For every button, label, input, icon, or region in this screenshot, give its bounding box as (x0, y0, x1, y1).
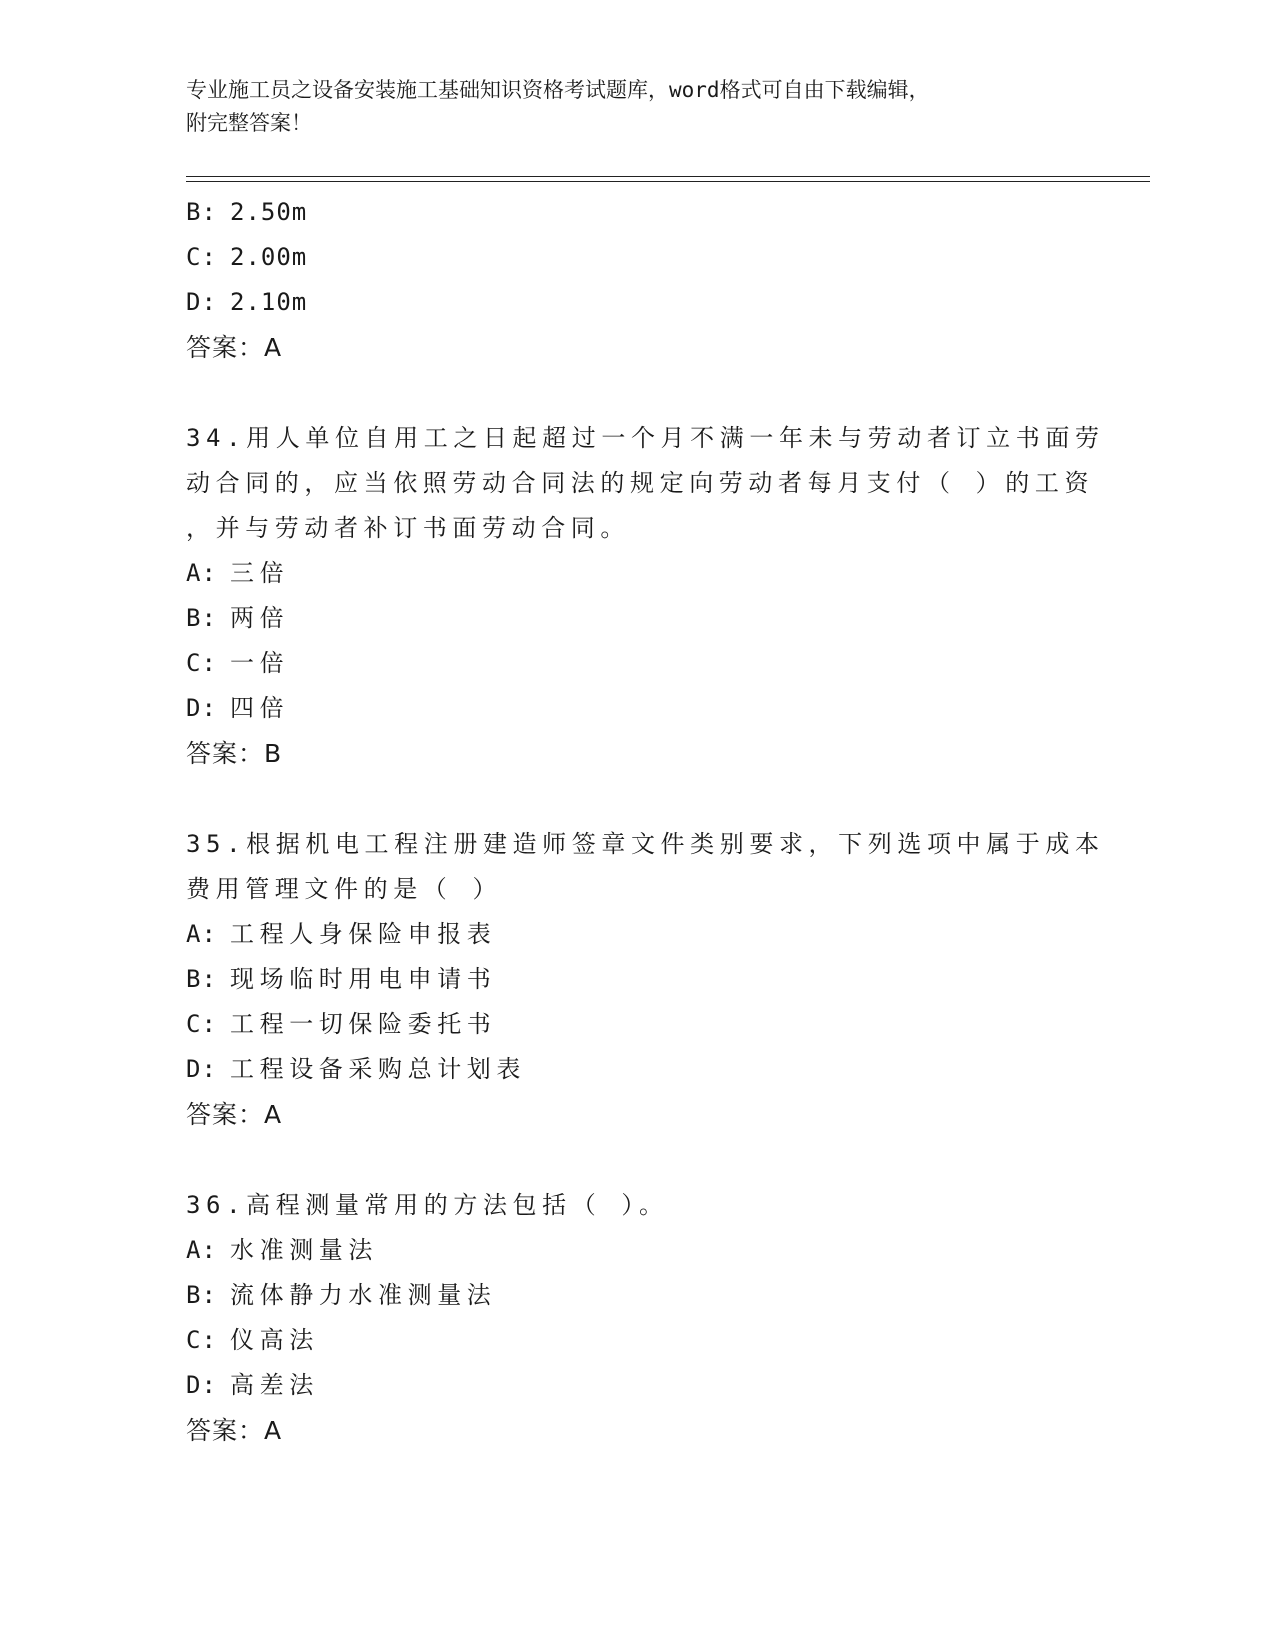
option-text: 一倍 (230, 649, 290, 677)
option-letter: B: (186, 198, 217, 226)
option-d (186, 686, 1086, 731)
question-36 (186, 1183, 1086, 1453)
option-letter: A: (186, 559, 217, 587)
option-text: 工程人身保险申报表 (230, 920, 497, 948)
option-d (186, 1363, 1086, 1408)
header-rule-top (186, 176, 1150, 177)
option-letter: C: (186, 1326, 217, 1354)
option-text: 工程设备采购总计划表 (230, 1055, 526, 1083)
option-text: 工程一切保险委托书 (230, 1010, 497, 1038)
option-text: 四倍 (230, 694, 290, 722)
option-text: 流体静力水准测量法 (230, 1281, 497, 1309)
option-text: 现场临时用电申请书 (230, 965, 497, 993)
question-list (186, 190, 1105, 1453)
option-a (186, 912, 1086, 957)
option-letter: D: (186, 1371, 217, 1399)
option-text: 2.50m (230, 198, 308, 226)
spacer (186, 370, 1086, 416)
option-d (186, 1047, 1086, 1092)
spacer (186, 1137, 1086, 1183)
option-letter: D: (186, 288, 217, 316)
answer-line: 答案：B (186, 739, 283, 768)
question-stem-line: 费用管理文件的是（ ） (186, 875, 503, 903)
option-letter: B: (186, 1281, 217, 1309)
option-text: 水准测量法 (230, 1236, 378, 1264)
option-c (186, 1002, 1086, 1047)
option-b (186, 596, 1086, 641)
option-text: 2.00m (230, 243, 308, 271)
spacer (186, 776, 1086, 822)
question-stem-line: 动合同的，应当依照劳动合同法的规定向劳动者每月支付（ ）的工资 (186, 469, 1095, 497)
page-header (186, 74, 1086, 140)
option-letter: C: (186, 649, 217, 677)
option-c (186, 235, 1086, 280)
option-text: 高差法 (230, 1371, 319, 1399)
option-letter: B: (186, 965, 217, 993)
option-b (186, 190, 1086, 235)
question-stem-line: 35.根据机电工程注册建造师签章文件类别要求，下列选项中属于成本 (186, 830, 1105, 858)
option-a (186, 551, 1086, 596)
answer-line: 答案：A (186, 1416, 283, 1445)
option-d (186, 280, 1086, 325)
option-letter: B: (186, 604, 217, 632)
option-text: 2.10m (230, 288, 308, 316)
option-letter: C: (186, 243, 217, 271)
option-letter: C: (186, 1010, 217, 1038)
option-a (186, 1228, 1086, 1273)
header-line-1: 专业施工员之设备安装施工基础知识资格考试题库，word格式可自由下载编辑， (186, 78, 930, 102)
answer-line: 答案：A (186, 333, 283, 362)
option-b (186, 1273, 1086, 1318)
question-35 (186, 822, 1105, 1137)
option-c (186, 641, 1086, 686)
option-text: 两倍 (230, 604, 290, 632)
option-letter: D: (186, 694, 217, 722)
question-stem-line: ，并与劳动者补订书面劳动合同。 (186, 514, 630, 542)
option-text: 仪高法 (230, 1326, 319, 1354)
question-stem-line: 34.用人单位自用工之日起超过一个月不满一年未与劳动者订立书面劳 (186, 424, 1105, 452)
option-b (186, 957, 1086, 1002)
header-line-2: 附完整答案！ (186, 111, 312, 135)
option-letter: A: (186, 920, 217, 948)
question-34 (186, 416, 1105, 776)
option-text: 三倍 (230, 559, 290, 587)
question-stem-line: 36.高程测量常用的方法包括（ ）。 (186, 1191, 669, 1219)
option-letter: A: (186, 1236, 217, 1264)
header-rule-bottom (186, 181, 1150, 182)
option-letter: D: (186, 1055, 217, 1083)
option-c (186, 1318, 1086, 1363)
prev-question-block (186, 190, 1086, 370)
answer-line: 答案：A (186, 1100, 283, 1129)
